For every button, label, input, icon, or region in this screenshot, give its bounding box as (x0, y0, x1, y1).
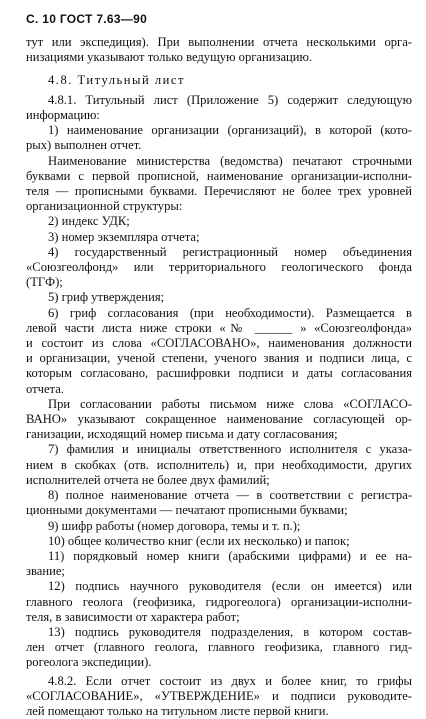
text-line: рогеолога экспедиции). (26, 655, 152, 670)
text-line: отчета. (26, 381, 64, 396)
text-line: 4.8.1. Титульный лист (Приложение 5) содержит следующую (48, 92, 412, 107)
text-line: левой части листа ниже строки «№ ______ » «Союзгеолфонда» (26, 320, 412, 335)
text-line: организационной структуры: (26, 199, 183, 214)
text-line: теля — прописными буквами. Перечисляют не более трех уровней (26, 184, 412, 199)
page-header: С. 10 ГОСТ 7.63—90 (26, 12, 148, 26)
text-line: буквами с первой прописной, наименование организации-исполни- (26, 168, 412, 183)
section-heading: 4.8. Титульный лист (48, 72, 185, 87)
text-line: которым согласовано, расшифровки подписи и даты согласования (26, 366, 412, 381)
text-line: «Союзгеолфонд» или территориального геологического фонда (26, 260, 412, 275)
text-line: ВАНО» указывают сокращенное наименование согласующей ор- (26, 412, 412, 427)
text-line: главного геолога (геофизика, гидрогеолога) организации-исполни- (26, 594, 412, 609)
text-line: лей помещают только на титульном листе первой книги. (26, 703, 329, 718)
text-line: «СОГЛАСОВАНИЕ», «УТВЕРЖДЕНИЕ» и подписи руководите- (26, 688, 412, 703)
text-line: (ТГФ); (26, 275, 63, 290)
text-line: При согласовании работы письмом ниже слова «СОГЛАСО- (48, 396, 412, 411)
text-line: и состоит из слова «СОГЛАСОВАНО», наименования должности (26, 336, 412, 351)
document-body (26, 35, 412, 719)
text-line: 2) индекс УДК; (48, 214, 130, 229)
text-line: 8) полное наименование отчета — в соответствии с регистра- (48, 488, 412, 503)
text-line: тут или экспедиция). При выполнении отчета несколькими орга- (26, 35, 412, 50)
text-line: ганизации, исходящий номер письма и дату согласования; (26, 427, 338, 442)
text-line: 12) подпись научного руководителя (если он имеется) или (48, 579, 412, 594)
text-line: звание; (26, 564, 65, 579)
text-line: лен отчет (главного геолога, главного геофизика, главного гид- (26, 640, 412, 655)
text-line: 10) общее количество книг (если их несколько) и папок; (48, 533, 350, 548)
text-line: ционными документами — печатают прописными буквами; (26, 503, 348, 518)
text-line: 4.8.2. Если отчет состоит из двух и более книг, то грифы (48, 673, 412, 688)
text-line: 9) шифр работы (номер договора, темы и т. п.); (48, 518, 301, 533)
text-line: информацию: (26, 108, 100, 123)
text-line: и организации, ученой степени, ученого звания и подписи лица, с (26, 351, 412, 366)
text-line: 1) наименование организации (организаций), в которой (кото- (48, 123, 412, 138)
text-line: 6) гриф согласования (при необходимости). Размещается в (48, 305, 412, 320)
text-line: рых) выполнен отчет. (26, 138, 142, 153)
text-line: нием в скобках (отв. исполнитель) и, при необходимости, других (26, 457, 412, 472)
text-line: 13) подпись руководителя подразделения, в котором состав- (48, 624, 412, 639)
text-line: исполнителей отчета не более двух фамилий; (26, 472, 270, 487)
text-line: 5) гриф утверждения; (48, 290, 165, 305)
text-line: Наименование министерства (ведомства) печатают строчными (48, 153, 412, 168)
text-line: 11) порядковый номер книги (арабскими цифрами) и ее на- (48, 548, 412, 563)
text-line: 4) государственный регистрационный номер объединения (48, 244, 412, 259)
text-line: 7) фамилия и инициалы ответственного исполнителя с указа- (48, 442, 412, 457)
text-line: теля, в зависимости от характера работ; (26, 609, 240, 624)
text-line: 3) номер экземпляра отчета; (48, 229, 200, 244)
text-line: низациями указывают только ведущую организацию. (26, 50, 313, 65)
